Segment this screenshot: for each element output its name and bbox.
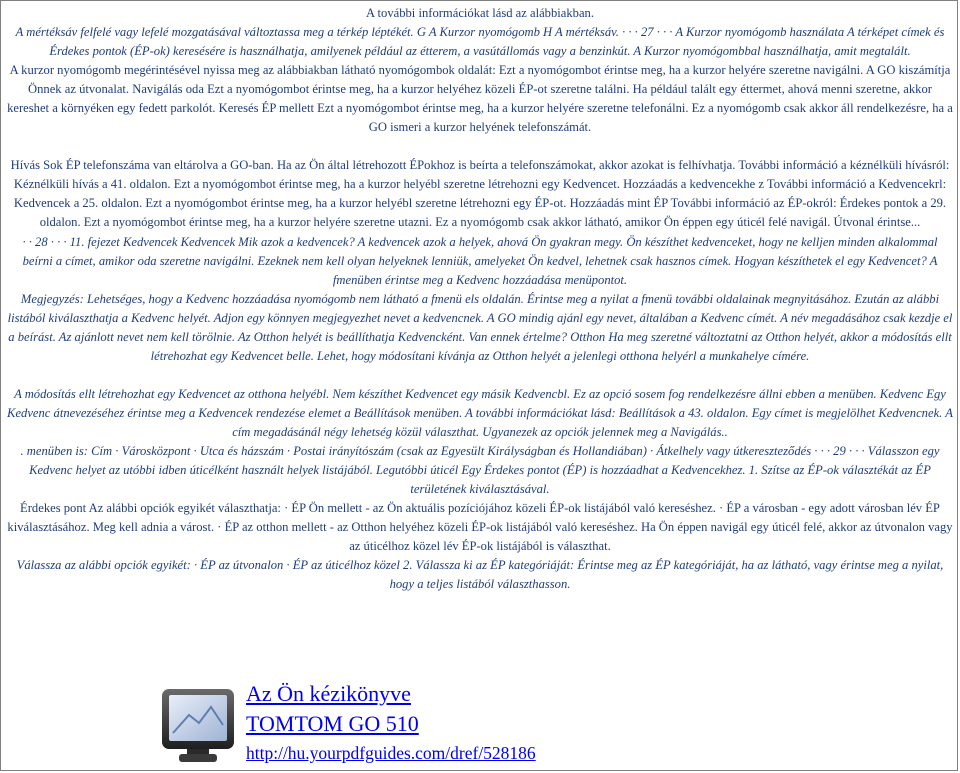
paragraph-9: Érdekes pont Az alábbi opciók egyikét választhatja: · ÉP Ön mellett - az Ön aktuális pozíciójához közeli ÉP-ok listájából való kereséshez. · ÉP a városban - egy adott városban lév ÉP kiválasztásához. Meg kell adnia a várost. · ÉP az otthon mellett - az Otthon helyéhez közeli ÉP-ok listájából való kereséshez. Ha Ön éppen navigál egy úticél felé, akkor az útvonalon vagy az úticélhoz közel lév ÉP-ok listájából is választhat. xyxy=(7,501,953,554)
paragraph-1: A további információkat lásd az alábbiakban. xyxy=(365,6,594,20)
gps-device-icon xyxy=(159,685,237,765)
manual-footer xyxy=(1,681,959,771)
paragraph-6: Megjegyzés: Lehetséges, hogy a Kedvenc hozzáadása nyomógomb nem látható a fmenü els oldalán. Érintse meg a nyilat a fmenü további oldalainak megnyitásához. Ezután az alábbi listából kiválaszthatja a Kedvenc helyét. Adjon egy könnyen megjegyezhet nevet a kedvencnek. A GO mindig ajánl egy nevet, általában a Kedvenc címét. A név megadásához csak kezdje el a beírást. Az ajánlott nevet nem kell törölnie. Az Otthon helyét is beállíthatja Kedvencként. Van ennek értelme? Otthon Ha meg szeretné változtatni az Otthon helyét, akkor a módosítás ellt létrehozhat egy Kedvencet belle. Lehet, hogy módosítani kívánja az Otthon helyét a jelenlegi otthona helyérl a munkahelye címére. xyxy=(7,291,953,363)
paragraph-10: Válassza az alábbi opciók egyikét: · ÉP az útvonalon · ÉP az úticélhoz közel 2. Válassza ki az ÉP kategóriáját: Érintse meg az ÉP kategóriáját, ha az látható, vagy érintse meg a nyilat, hogy a teljes listából választhasson. xyxy=(16,558,944,592)
manual-title-link[interactable]: Az Ön kézikönyve xyxy=(246,681,411,706)
paragraph-4: Hívás Sok ÉP telefonszáma van eltárolva a GO-ban. Ha az Ön által létrehozott ÉPokhoz is beírta a telefonszámokat, akkor azokat is felhívhatja. További információ a kéznélküli hívásról: Kéznélküli hívás a 41. oldalon. Ezt a nyomógombot érintse meg, ha a kurzor helyébl szeretne létrehozni egy Kedvencet. Hozzáadás a kedvencekhe z További információ a Kedvencekrl: Kedvencek a 25. oldalon. Ezt a nyomógombot érintse meg, ha a kurzor helyébl szeretne létrehozni egy ÉP-ot. Hozzáadás mint ÉP További információ az ÉP-okról: Érdekes pontok a 29. oldalon. Ezt a nyomógombot érintse meg, ha a kurzor helyére szeretne utazni. Ez a nyomógomb csak akkor látható, amikor Ön éppen egy úticél felé navigál. Útvonal érintse... xyxy=(10,158,950,230)
paragraph-8: . menüben is: Cím · Városközpont · Utca és házszám · Postai irányítószám (csak az Egyesült Királyságban és Hollandiában) · Átkelhely vagy útkereszteződés · · · 29 · · · Válasszon egy Kedvenc helyet az utóbbi idben úticélként használt helyek listájából. Legutóbbi úticél Egy Érdekes pontot (ÉP) is hozzáadhat a Kedvencekhez. 1. Szítse az ÉP-ok választékát az ÉP területének kiválasztásával. xyxy=(20,443,940,497)
manual-url-link[interactable]: http://hu.yourpdfguides.com/dref/528186 xyxy=(246,743,536,763)
paragraph-gap xyxy=(7,137,953,156)
document-body xyxy=(7,4,953,682)
paragraph-5: · · 28 · · · 11. fejezet Kedvencek Kedvencek Mik azok a kedvencek? A kedvencek azok a helyek, ahová Ön gyakran megy. Ön készíthet kedvenceket, hogy ne kelljen minden alkalommal beírni a címet, amikor oda szeretne navigálni. Ezeknek nem kell olyan helyeknek lenniük, amelyeket Ön kedvel, lehetnek csak hasznos címek. Hogyan készíthetek el egy Kedvencet? A fmenüben érintse meg a Kedvenc hozzáadása menüpontot. xyxy=(22,234,938,287)
paragraph-gap xyxy=(7,366,953,385)
paragraph-2: A mértéksáv felfelé vagy lefelé mozgatásával változtassa meg a térkép léptékét. G A Kurzor nyomógomb H A mértéksáv. · · · 27 · · · A Kurzor nyomógomb használata A térképet címek és Érdekes pontok (ÉP-ok) keresésére is használhatja, amilyenek például az étterem, a vasútállomás vagy a benzinkút. A Kurzor nyomógombbal használhatja, amit megtalált. xyxy=(15,25,945,59)
paragraph-3: A kurzor nyomógomb megérintésével nyissa meg az alábbiakban látható nyomógombok oldalát: Ezt a nyomógombot érintse meg, ha a kurzor helyére szeretne navigálni. A GO kiszámítja Önnek az útvonalat. Navigálás oda Ezt a nyomógombot érintse meg, ha a kurzor helyéhez közeli ÉP-ot szeretne találni. Ha például talált egy éttermet, ahová menni szeretne, akkor kereshet a környéken egy fedett parkolót. Keresés ÉP mellett Ezt a nyomógombot érintse meg, ha a kurzor helyére szeretne telefonálni. Ez a nyomógomb csak akkor áll rendelkezésre, ha a GO ismeri a kurzor helyének telefonszámát. xyxy=(7,63,953,135)
paragraph-7: A módosítás ellt létrehozhat egy Kedvencet az otthona helyébl. Nem készíthet Kedvencet egy másik Kedvencbl. Ez az opció sosem fog rendelkezésre állni ebben a menüben. Kedvenc Egy Kedvenc átnevezéséhez érintse meg a Kedvencek rendezése elemet a Beállítások menüben. A további információkat lásd: Beállítások a 43. oldalon. Egy címet is megjelölhet Kedvencnek. A cím megadásánál négy lehetség közül választhat. Ugyanezek az opciók jelennek meg a Navigálás.. xyxy=(7,386,953,439)
manual-product-link[interactable]: TOMTOM GO 510 xyxy=(246,711,419,736)
